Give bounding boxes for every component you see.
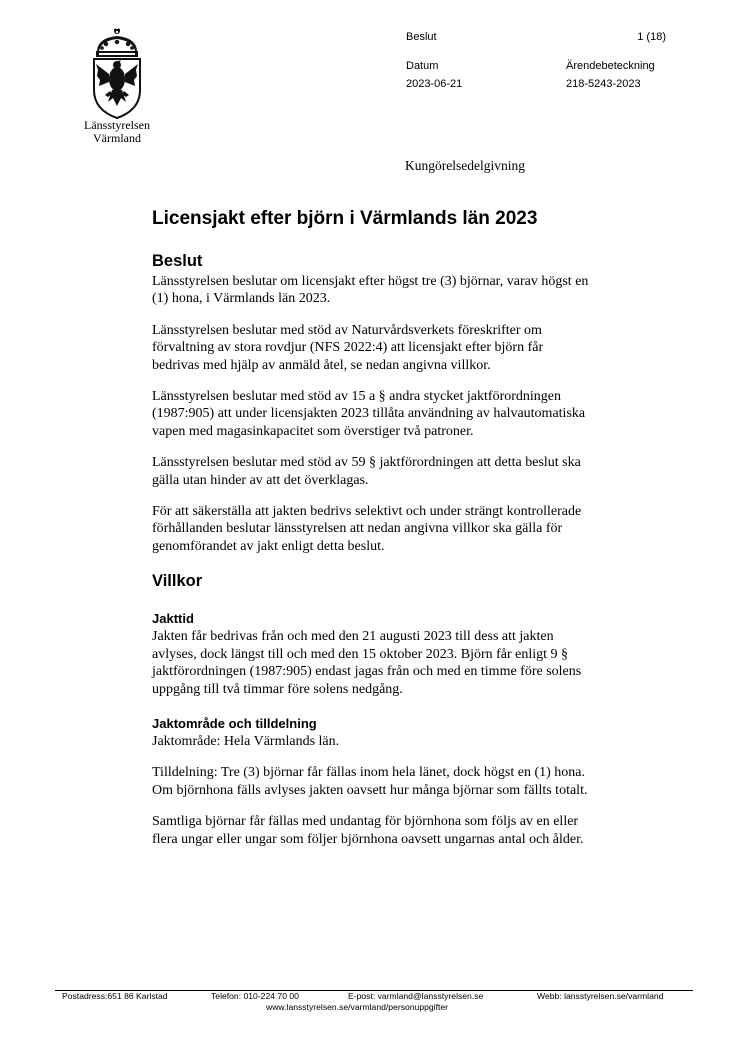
footer-phone: Telefon: 010-224 70 00: [211, 991, 299, 1001]
paragraph: Jakten får bedrivas från och med den 21 augusti 2023 till dess att jakten avlyses, dock längst till och med den 15 oktober 2023. Björn får enligt 9 § jaktförordningen (1987:905) endast jagas från och med en timme före solens uppgång till två timmar före solens nedgång.: [152, 629, 582, 697]
paragraph: Länsstyrelsen beslutar med stöd av 59 § jaktförordningen att detta beslut ska gälla utan hinder av att det överklagas.: [152, 455, 581, 488]
date-label: Datum: [406, 60, 439, 72]
date-value: 2023-06-21: [406, 78, 463, 90]
org-name-line1: Länsstyrelsen: [84, 118, 150, 132]
section-heading-beslut: Beslut: [152, 252, 203, 270]
org-name-line2: Värmland: [93, 131, 141, 145]
notice-type: Kungörelsedelgivning: [405, 158, 525, 173]
footer-address: Postadress:651 86 Karlstad: [62, 991, 168, 1001]
coat-of-arms-icon: [72, 24, 162, 120]
paragraph: För att säkerställa att jakten bedrivs selektivt och under strängt kontrollerade förhållanden beslutar länsstyrelsen att nedan angivna villkor ska gälla för genomförandet av jakt enligt detta beslut.: [152, 504, 582, 554]
section-heading-villkor: Villkor: [152, 572, 203, 591]
case-value: 218-5243-2023: [566, 78, 641, 90]
footer-web: Webb: lansstyrelsen.se/varmland: [537, 991, 664, 1001]
paragraph: Länsstyrelsen beslutar med stöd av Naturvårdsverkets föreskrifter om förvaltning av stora rovdjur (NFS 2022:4) att licensjakt efter björn får bedrivas med hjälp av anmäld åtel, se nedan angivna villkor.: [152, 322, 544, 373]
footer-privacy-link[interactable]: www.lansstyrelsen.se/varmland/personuppgifter: [266, 1002, 448, 1012]
paragraph: Jaktområde: Hela Värmlands län.: [152, 733, 340, 749]
document-title: Licensjakt efter björn i Värmlands län 2023: [152, 208, 538, 229]
subheading-jakttid: Jakttid: [152, 611, 194, 627]
paragraph: Länsstyrelsen beslutar om licensjakt efter högst tre (3) björnar, varav högst en (1) hona, i Värmlands län 2023.: [152, 274, 589, 307]
footer-email: E-post: varmland@lansstyrelsen.se: [348, 991, 484, 1001]
subheading-jaktomrade: Jaktområde och tilldelning: [152, 715, 317, 731]
case-label: Ärendebeteckning: [566, 60, 655, 72]
page-number: 1 (18): [637, 31, 666, 43]
logo: [72, 24, 162, 146]
paragraph: Samtliga björnar får fällas med undantag för björnhona som följs av en eller flera ungar eller ungar som följer björnhona oavsett ungarnas antal och ålder.: [152, 814, 584, 847]
paragraph: Länsstyrelsen beslutar med stöd av 15 a § andra stycket jaktförordningen (1987:905) att under licensjakten 2023 tillåta användning av halvautomatiska vapen med magasinkapacitet som överstiger två patroner.: [152, 389, 586, 439]
doc-type: Beslut: [406, 31, 437, 43]
paragraph: Tilldelning: Tre (3) björnar får fällas inom hela länet, dock högst en (1) hona. Om björnhona fälls avlyses jakten oavsett hur många björnar som fällts totalt.: [152, 765, 588, 798]
document-body: [152, 207, 592, 848]
